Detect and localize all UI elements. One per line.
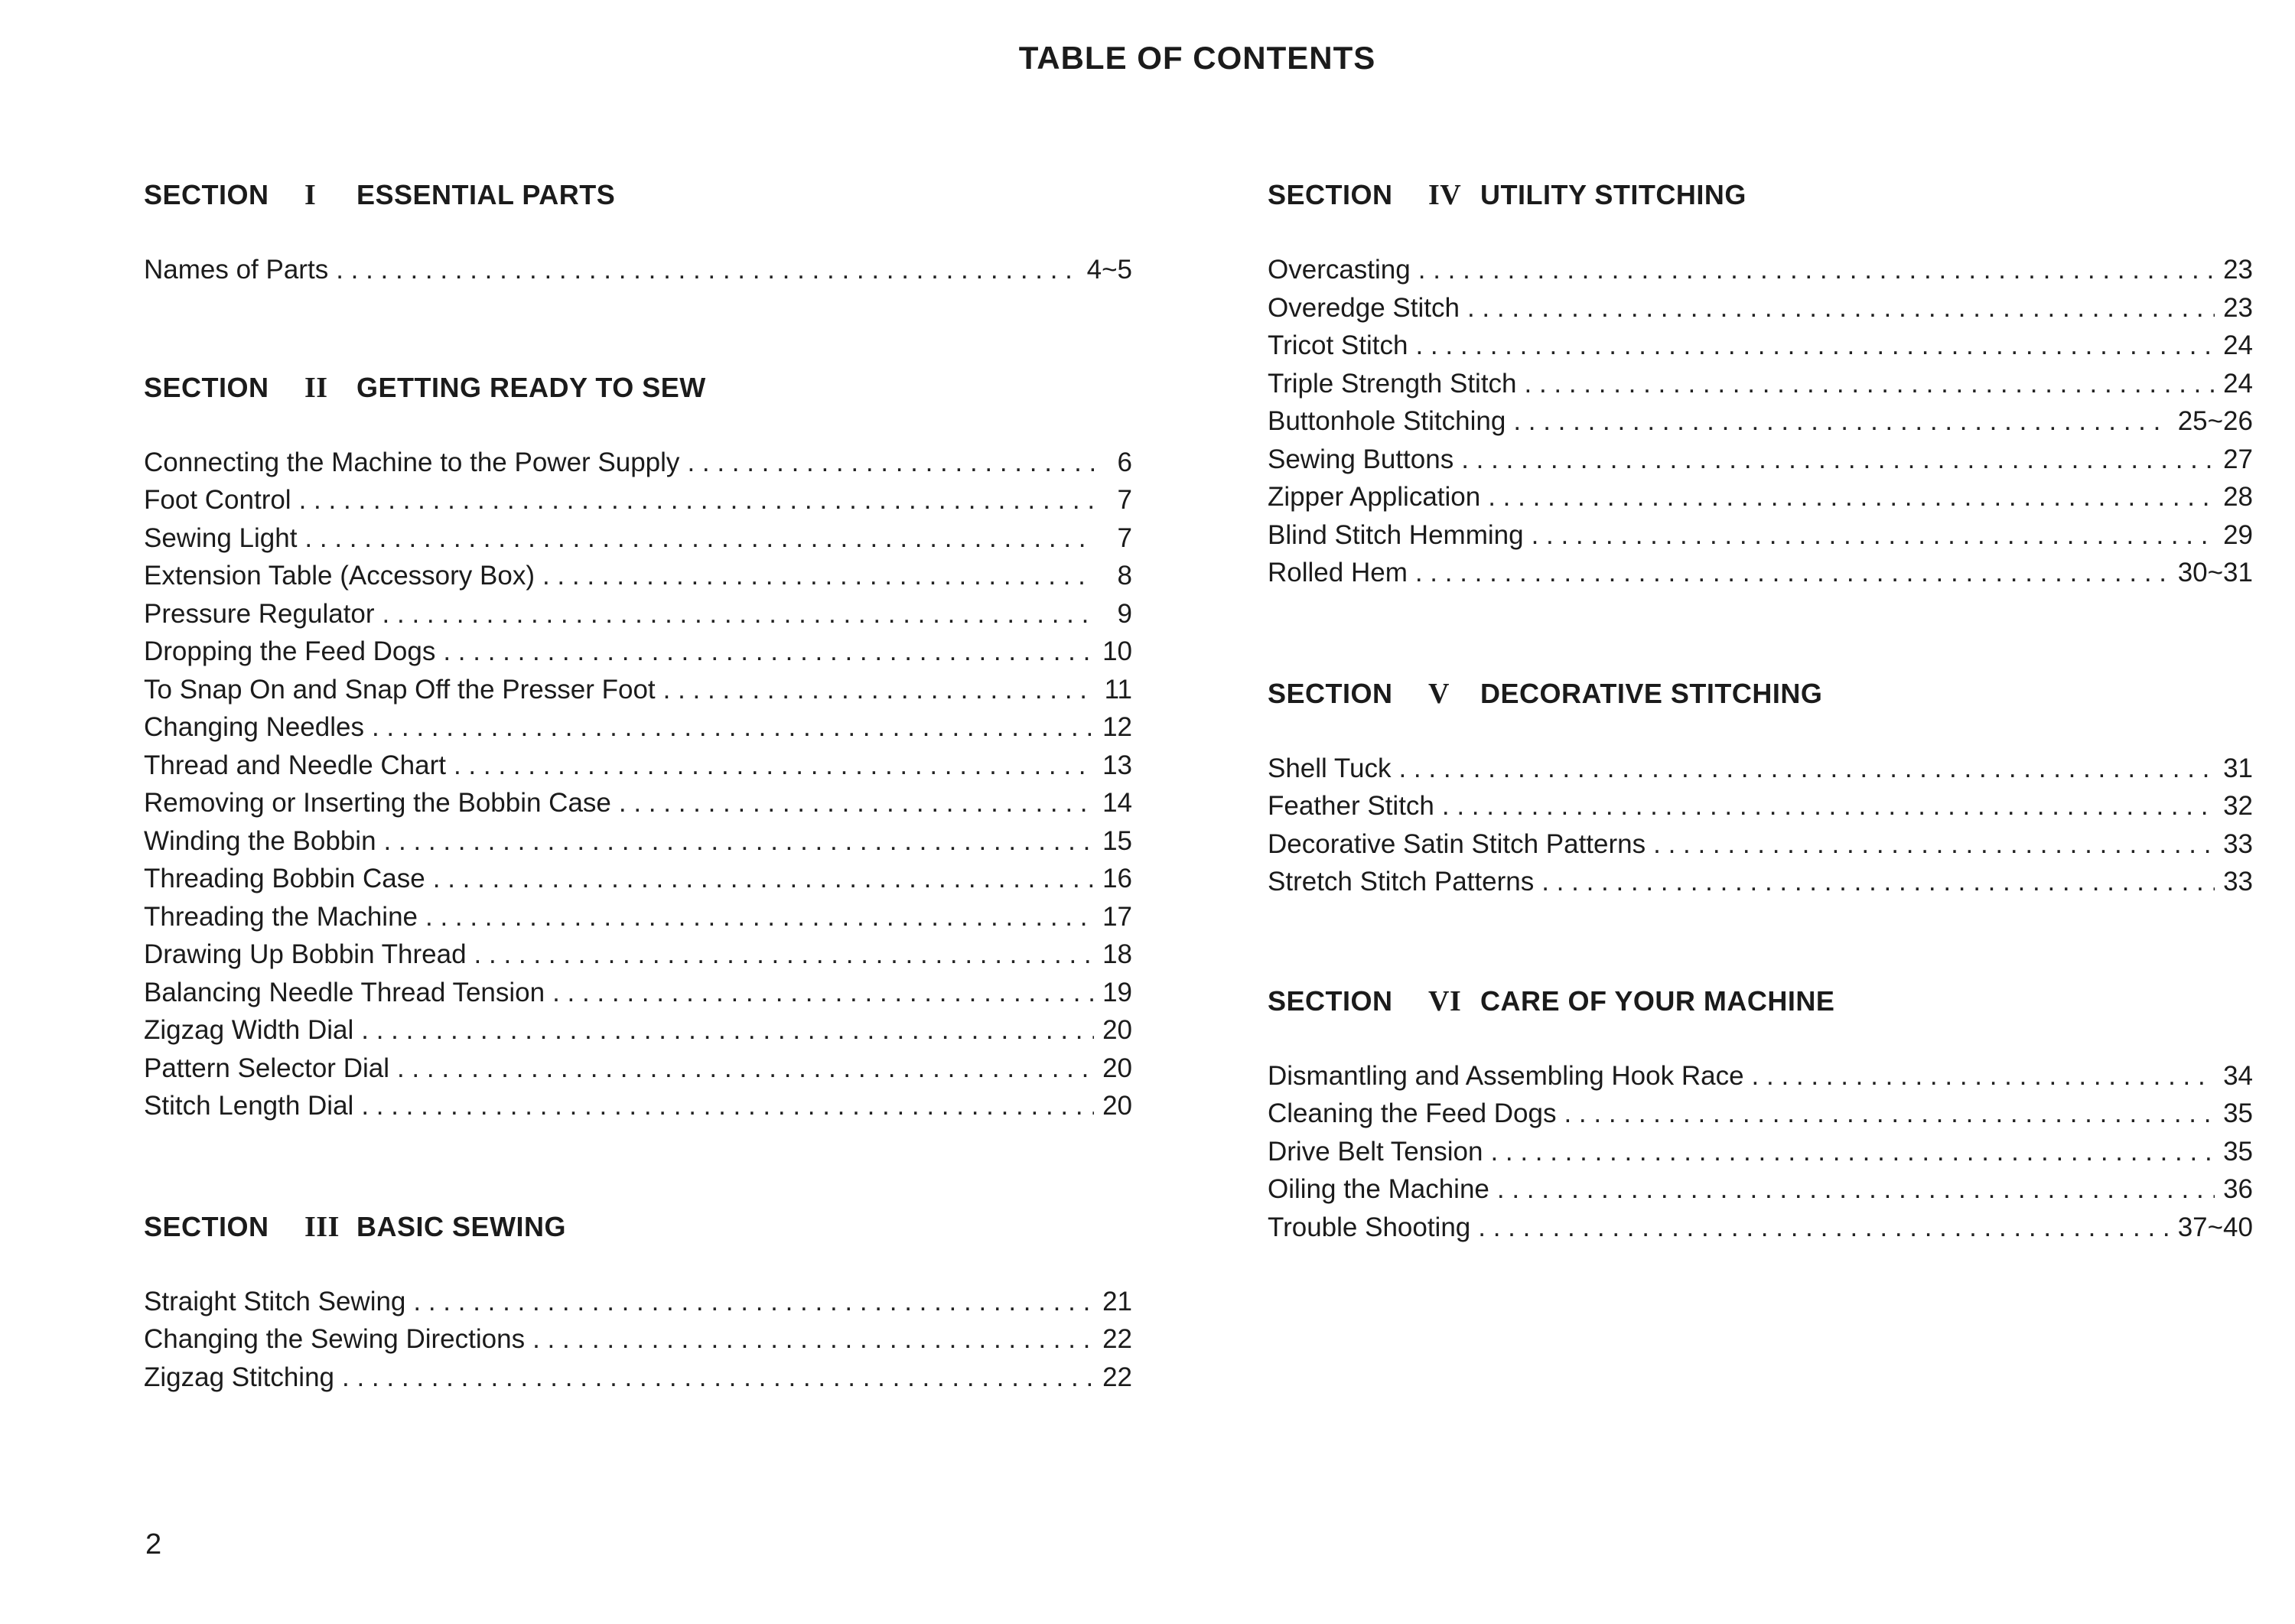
toc-entry <box>1268 554 2253 592</box>
toc-entry <box>1268 289 2253 327</box>
dot-leader <box>1398 750 2215 788</box>
toc-entry-label: Threading Bobbin Case <box>144 864 425 893</box>
page-title: TABLE OF CONTENTS <box>1018 40 1376 76</box>
dot-leader <box>304 519 1094 558</box>
toc-entry-page: 36 <box>2223 1174 2253 1204</box>
toc-entry-page: 8 <box>1117 561 1132 591</box>
toc-entry <box>1268 750 2253 788</box>
toc-section <box>144 1206 1132 1397</box>
toc-entry <box>1268 327 2253 365</box>
toc-entry <box>1268 825 2253 864</box>
section-word: SECTION <box>1268 179 1393 210</box>
section-title: UTILITY STITCHING <box>1480 179 1746 210</box>
toc-entry-page: 35 <box>2223 1098 2253 1128</box>
section-title: CARE OF YOUR MACHINE <box>1480 984 1835 1017</box>
section-numeral: VI <box>1428 984 1462 1017</box>
toc-entry-page: 29 <box>2223 519 2253 550</box>
toc-entry-label: Buttonhole Stitching <box>1268 406 1506 436</box>
dot-leader <box>1418 251 2215 289</box>
section-word: SECTION <box>144 371 269 403</box>
toc-entry <box>1268 365 2253 403</box>
toc-entry <box>144 822 1132 861</box>
toc-entry <box>1268 478 2253 516</box>
toc-entry <box>1268 1057 2253 1095</box>
toc-entry-page: 20 <box>1102 1091 1132 1121</box>
toc-entry-page: 21 <box>1102 1286 1132 1316</box>
toc-entry <box>1268 441 2253 479</box>
toc-entry-page: 24 <box>2223 368 2253 399</box>
dot-leader <box>552 974 1094 1012</box>
dot-leader <box>687 444 1094 482</box>
toc-entry-page: 30~31 <box>2177 558 2253 587</box>
toc-entry-label: Stitch Length Dial <box>144 1091 354 1121</box>
toc-entry-page: 28 <box>2223 482 2253 512</box>
section-numeral: II <box>304 371 328 404</box>
toc-entry-page: 11 <box>1104 674 1132 705</box>
toc-entry-page: 13 <box>1102 750 1132 780</box>
toc-entry-list <box>1268 251 2253 592</box>
toc-entry-label: Extension Table (Accessory Box) <box>144 561 535 591</box>
toc-entry-label: Cleaning the Feed Dogs <box>1268 1098 1557 1128</box>
dot-leader <box>372 708 1094 747</box>
toc-section <box>1268 981 2253 1247</box>
toc-entry <box>1268 1095 2253 1133</box>
dot-leader <box>1752 1057 2215 1095</box>
dot-leader <box>425 898 1094 936</box>
toc-entry <box>1268 863 2253 901</box>
dot-leader <box>1513 402 2170 441</box>
toc-entry-page: 7 <box>1117 485 1132 515</box>
toc-entry-page: 27 <box>2223 444 2253 474</box>
dot-leader <box>384 822 1094 861</box>
toc-entry-label: Blind Stitch Hemming <box>1268 519 1524 550</box>
toc-entry-label: Oiling the Machine <box>1268 1174 1489 1204</box>
toc-entry-label: Zigzag Stitching <box>144 1362 335 1392</box>
toc-entry-label: Shell Tuck <box>1268 753 1392 783</box>
dot-leader <box>1653 825 2215 864</box>
toc-entry-label: Feather Stitch <box>1268 791 1434 821</box>
toc-entry <box>1268 251 2253 289</box>
toc-entry-page: 33 <box>2223 867 2253 897</box>
toc-entry-label: Names of Parts <box>144 255 329 285</box>
toc-entry <box>144 936 1132 974</box>
toc-entry-label: Connecting the Machine to the Power Supply <box>144 447 680 477</box>
toc-entry <box>144 519 1132 558</box>
toc-section <box>144 367 1132 1125</box>
dot-leader <box>1442 787 2215 825</box>
toc-entry <box>1268 1209 2253 1247</box>
toc-entry <box>1268 402 2253 441</box>
section-heading <box>1268 174 2253 216</box>
toc-entry <box>144 557 1132 595</box>
toc-entry <box>1268 787 2253 825</box>
toc-entry-page: 34 <box>2223 1060 2253 1091</box>
toc-entry-label: Dropping the Feed Dogs <box>144 636 436 666</box>
toc-entry-page: 23 <box>2223 292 2253 323</box>
dot-leader <box>619 784 1094 822</box>
dot-leader <box>1415 554 2170 592</box>
dot-leader <box>433 860 1094 898</box>
toc-entry-page: 33 <box>2223 828 2253 859</box>
dot-leader <box>397 1050 1094 1088</box>
toc-entry-list <box>144 1283 1132 1397</box>
section-word: SECTION <box>144 1210 269 1242</box>
section-heading <box>144 1206 1132 1248</box>
toc-entry-page: 22 <box>1102 1362 1132 1392</box>
section-heading <box>1268 673 2253 714</box>
toc-entry-page: 20 <box>1102 1015 1132 1045</box>
toc-entry-page: 6 <box>1117 447 1132 477</box>
toc-entry <box>144 1087 1132 1125</box>
toc-entry-label: Dismantling and Assembling Hook Race <box>1268 1060 1744 1091</box>
section-heading <box>1268 981 2253 1022</box>
toc-entry-page: 9 <box>1117 598 1132 629</box>
dot-leader <box>454 747 1094 785</box>
toc-entry-page: 7 <box>1117 522 1132 553</box>
toc-entry <box>144 898 1132 936</box>
toc-entry-page: 4~5 <box>1086 255 1132 285</box>
toc-entry-label: Straight Stitch Sewing <box>144 1286 406 1316</box>
toc-entry-label: Trouble Shooting <box>1268 1212 1471 1242</box>
toc-entry-label: Overcasting <box>1268 255 1411 285</box>
dot-leader <box>1488 478 2215 516</box>
toc-entry-label: Pressure Regulator <box>144 598 375 629</box>
dot-leader <box>474 936 1094 974</box>
dot-leader <box>1490 1133 2215 1171</box>
toc-entry-page: 12 <box>1102 712 1132 742</box>
toc-entry-label: Drawing Up Bobbin Thread <box>144 939 467 969</box>
toc-entry-page: 18 <box>1102 939 1132 969</box>
toc-entry <box>1268 1170 2253 1209</box>
dot-leader <box>1461 441 2215 479</box>
section-numeral: I <box>304 179 317 211</box>
section-numeral: IV <box>1428 179 1462 211</box>
dot-leader <box>1532 516 2215 555</box>
section-title: GETTING READY TO SEW <box>356 371 706 403</box>
toc-entry-page: 20 <box>1102 1053 1132 1083</box>
toc-entry-page: 16 <box>1102 864 1132 893</box>
dot-leader <box>443 633 1094 671</box>
dot-leader <box>1525 365 2215 403</box>
toc-entry-list <box>1268 1057 2253 1247</box>
section-numeral: III <box>304 1210 340 1243</box>
toc-entry <box>144 251 1132 289</box>
toc-section <box>1268 673 2253 901</box>
dot-leader <box>361 1011 1094 1050</box>
toc-entry <box>144 595 1132 633</box>
toc-entry <box>144 1320 1132 1359</box>
toc-entry-label: Pattern Selector Dial <box>144 1053 389 1083</box>
dot-leader <box>663 671 1094 709</box>
dot-leader <box>1415 327 2215 365</box>
dot-leader <box>1541 863 2215 901</box>
toc-entry <box>144 1359 1132 1397</box>
toc-entry-label: Stretch Stitch Patterns <box>1268 867 1535 897</box>
toc-entry <box>1268 1133 2253 1171</box>
dot-leader <box>1467 289 2215 327</box>
toc-entry <box>144 671 1132 709</box>
toc-section <box>1268 174 2253 592</box>
toc-entry-page: 15 <box>1102 825 1132 856</box>
toc-entry-label: Rolled Hem <box>1268 558 1408 587</box>
toc-entry-list <box>144 444 1132 1125</box>
toc-entry-page: 19 <box>1102 977 1132 1007</box>
section-word: SECTION <box>144 179 269 210</box>
toc-entry-label: Triple Strength Stitch <box>1268 368 1517 399</box>
toc-entry-list <box>144 251 1132 289</box>
toc-entry-page: 22 <box>1102 1324 1132 1354</box>
dot-leader <box>532 1320 1094 1359</box>
dot-leader <box>413 1283 1094 1321</box>
section-heading <box>144 367 1132 408</box>
toc-entry-list <box>1268 750 2253 901</box>
toc-entry <box>144 1050 1132 1088</box>
toc-entry-label: Tricot Stitch <box>1268 330 1408 360</box>
left-column <box>144 174 1132 1396</box>
toc-entry-page: 25~26 <box>2177 406 2253 436</box>
toc-entry-label: To Snap On and Snap Off the Presser Foot <box>144 674 656 705</box>
toc-entry-label: Overedge Stitch <box>1268 292 1460 323</box>
section-numeral: V <box>1428 677 1450 710</box>
dot-leader <box>336 251 1079 289</box>
toc-entry-label: Threading the Machine <box>144 901 418 932</box>
dot-leader <box>542 557 1094 595</box>
toc-entry <box>144 1283 1132 1321</box>
dot-leader <box>1497 1170 2215 1209</box>
section-title: BASIC SEWING <box>356 1210 567 1242</box>
toc-entry-page: 23 <box>2223 255 2253 285</box>
dot-leader <box>361 1087 1094 1125</box>
toc-entry-page: 24 <box>2223 330 2253 360</box>
toc-entry-label: Changing Needles <box>144 712 364 742</box>
toc-entry-label: Zigzag Width Dial <box>144 1015 354 1045</box>
dot-leader <box>1564 1095 2215 1133</box>
toc-entry <box>144 1011 1132 1050</box>
toc-entry-label: Drive Belt Tension <box>1268 1136 1483 1167</box>
toc-entry <box>144 784 1132 822</box>
toc-entry <box>144 708 1132 747</box>
section-title: ESSENTIAL PARTS <box>356 179 616 210</box>
toc-entry <box>144 747 1132 785</box>
section-heading <box>144 174 1132 216</box>
section-word: SECTION <box>1268 677 1393 709</box>
toc-entry-label: Foot Control <box>144 485 291 515</box>
toc-entry <box>144 860 1132 898</box>
toc-entry-label: Sewing Buttons <box>1268 444 1454 474</box>
toc-entry-label: Zipper Application <box>1268 482 1481 512</box>
toc-entry-label: Removing or Inserting the Bobbin Case <box>144 788 611 818</box>
section-word: SECTION <box>1268 984 1393 1017</box>
toc-entry-label: Winding the Bobbin <box>144 825 376 856</box>
toc-entry-page: 17 <box>1102 901 1132 932</box>
dot-leader <box>299 481 1094 519</box>
dot-leader <box>342 1359 1094 1397</box>
dot-leader <box>1478 1209 2170 1247</box>
toc-entry-page: 10 <box>1102 636 1132 666</box>
page-number: 2 <box>145 1528 162 1561</box>
section-title: DECORATIVE STITCHING <box>1480 677 1823 709</box>
toc-entry-page: 31 <box>2223 753 2253 783</box>
toc-entry-label: Changing the Sewing Directions <box>144 1324 526 1354</box>
toc-entry-page: 14 <box>1102 788 1132 818</box>
toc-entry-label: Thread and Needle Chart <box>144 750 446 780</box>
toc-entry <box>144 444 1132 482</box>
right-column <box>1268 174 2253 1246</box>
toc-entry <box>1268 516 2253 555</box>
toc-entry <box>144 633 1132 671</box>
toc-entry-page: 37~40 <box>2177 1212 2253 1242</box>
toc-entry-label: Decorative Satin Stitch Patterns <box>1268 828 1646 859</box>
dot-leader <box>382 595 1094 633</box>
toc-entry <box>144 481 1132 519</box>
toc-entry-label: Sewing Light <box>144 522 298 553</box>
toc-entry <box>144 974 1132 1012</box>
toc-section <box>144 174 1132 289</box>
toc-entry-page: 32 <box>2223 791 2253 821</box>
toc-entry-page: 35 <box>2223 1136 2253 1167</box>
toc-entry-label: Balancing Needle Thread Tension <box>144 977 545 1007</box>
